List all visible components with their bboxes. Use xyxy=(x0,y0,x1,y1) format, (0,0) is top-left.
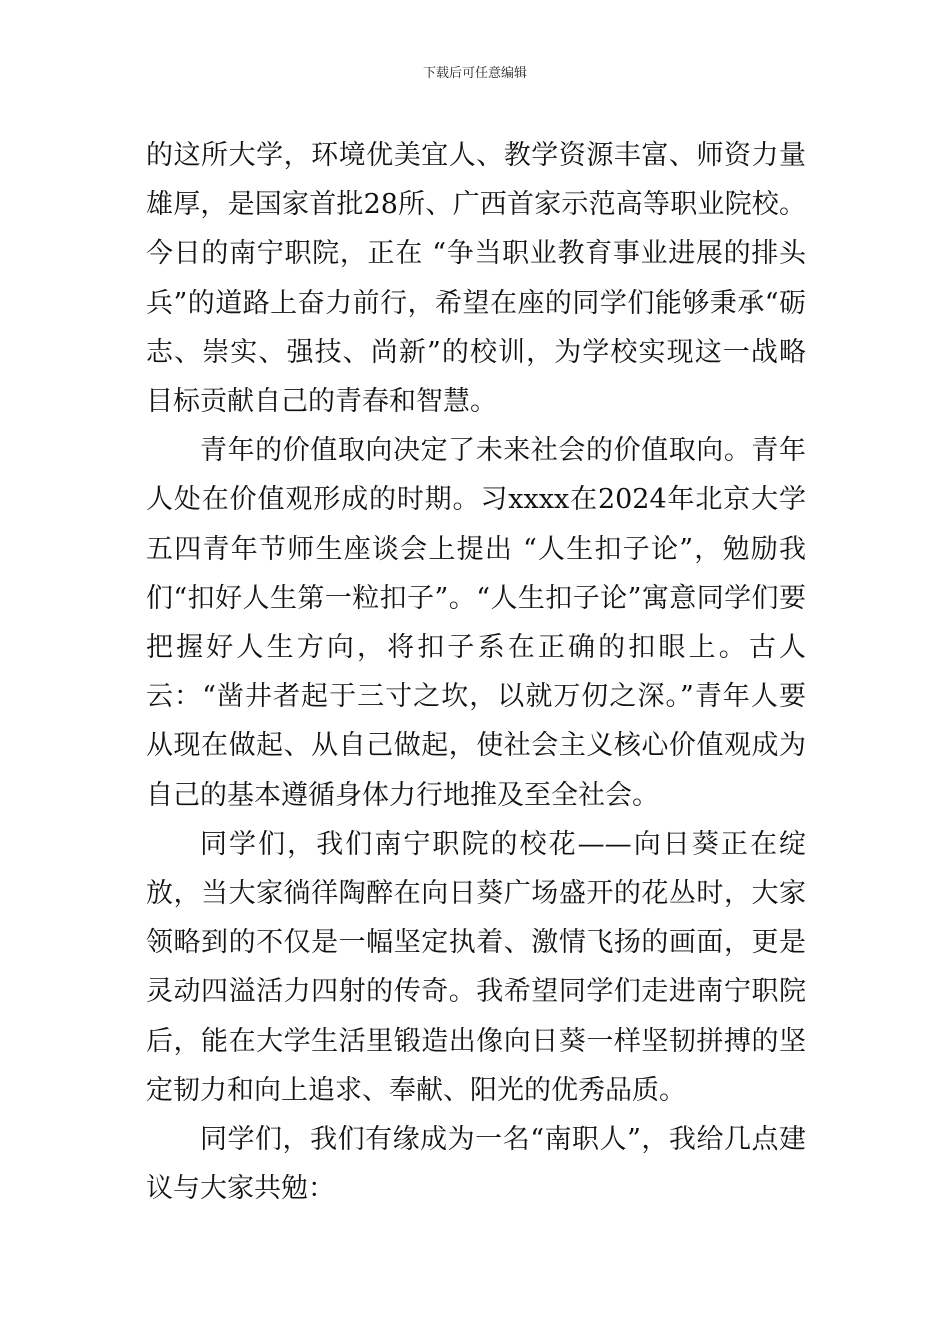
paragraph-continuation: 的这所大学，环境优美宜人、教学资源丰富、师资力量雄厚，是国家首批28所、广西首家示范高等职业院校。今日的南宁职院，正在 “争当职业教育事业进展的排头兵”的道路上奋力前行，希望在座的同学们能够秉承“砺志、崇实、强技、尚新”的校训，为学校实现这一战略目标贡献自己的青春和智慧。 xyxy=(146,140,806,418)
paragraph-suggestions: 同学们，我们有缘成为一名“南职人”，我给几点建议与大家共勉： xyxy=(146,1124,806,1205)
document-body xyxy=(146,131,806,1213)
page-header: 下载后可任意编辑 xyxy=(422,66,527,81)
paragraph-youth-values: 青年的价值取向决定了未来社会的价值取向。青年人处在价值观形成的时期。习xxxx在2024年北京大学五四青年节师生座谈会上提出 “人生扣子论”，勉励我们“扣好人生第一粒扣子”。“人生扣子论”寓意同学们要把握好人生方向，将扣子系在正确的扣眼上。古人云：“凿井者起于三寸之坎，以就万仞之深。”青年人要从现在做起、从自己做起，使社会主义核心价值观成为自己的基本遵循身体力行地推及至全社会。 xyxy=(146,435,806,811)
paragraph-sunflower: 同学们，我们南宁职院的校花——向日葵正在绽放，当大家徜徉陶醉在向日葵广场盛开的花丛时，大家领略到的不仅是一幅坚定执着、激情飞扬的画面，更是灵动四溢活力四射的传奇。我希望同学们走进南宁职院后，能在大学生活里锻造出像向日葵一样坚韧拼搏的坚定韧力和向上追求、奉献、阳光的优秀品质。 xyxy=(146,828,806,1106)
